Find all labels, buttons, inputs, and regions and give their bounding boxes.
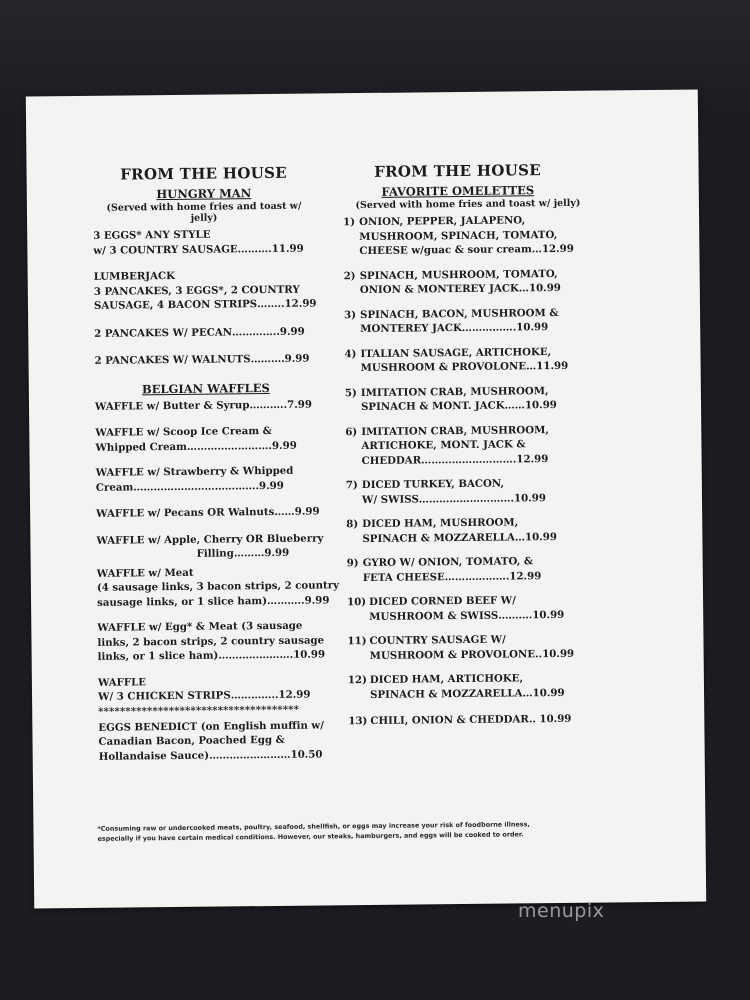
hungry-man-title: HUNGRY MAN [156, 186, 252, 202]
left-heading: FROM THE HOUSE [120, 163, 288, 184]
food-safety-footnote: *Consuming raw or undercooked meats, poultry, seafood, shellfish, or eggs may increase your risk of foodborne illness, especially if you have certain medical conditions. However, our steaks, hamburgers, and eggs will be cooked to order. [97, 820, 530, 843]
menu-item-waffle-ice-cream: WAFFLE w/ Scoop Ice Cream & Whipped Cream…………………….9.99 [95, 424, 297, 454]
omelette-item: 10) DICED CORNED BEEF W/ MUSHROOM & SWISS……….10.99 [347, 594, 565, 623]
favorite-omelettes-title: FAVORITE OMELETTES [381, 183, 535, 199]
menu-item-eggs-benedict: EGGS BENEDICT (on English muffin w/ Canadian Bacon, Poached Egg & Hollandaise Sauce)……………………10.50 [98, 718, 324, 763]
menu-item-waffle-pecans: WAFFLE w/ Pecans OR Walnuts……9.99 [96, 505, 320, 520]
menu-item-waffle-fruit: WAFFLE w/ Apple, Cherry OR Blueberry Filling………9.99 [96, 531, 324, 560]
omelette-item: 1) ONION, PEPPER, JALAPENO, MUSHROOM, SPINACH, TOMATO, CHEESE w/guac & sour cream…12.99 [343, 214, 574, 258]
belgian-waffles-title: BELGIAN WAFFLES [141, 380, 270, 396]
omelette-item: 6) IMITATION CRAB, MUSHROOM, ARTICHOKE, MONT. JACK & CHEDDAR……………………….12.99 [345, 423, 549, 467]
menu-item-pancakes-walnuts: 2 PANCAKES W/ WALNUTS……….9.99 [94, 352, 310, 367]
menu-item-waffle-egg-meat: WAFFLE w/ Egg* & Meat (3 sausage links, 2 bacon strips, 2 country sausage links, or 1 slice ham)………………….10.99 [97, 619, 326, 663]
menupix-watermark: menupix [518, 900, 605, 922]
menu-page [26, 90, 706, 909]
left-column [92, 163, 348, 764]
menu-item-pancakes-pecan: 2 PANCAKES W/ PECAN…………..9.99 [94, 325, 305, 340]
omelette-item: 2) SPINACH, MUSHROOM, TOMATO, ONION & MONTEREY JACK…10.99 [343, 267, 561, 297]
menu-item-waffle-chicken: WAFFLE W/ 3 CHICKEN STRIPS…………..12.99 [97, 675, 311, 703]
left-served-note: (Served with home fries and toast w/ jelly) [106, 200, 302, 224]
menu-item-lumberjack: LUMBERJACK 3 PANCAKES, 3 EGGS*, 2 COUNTRY SAUSAGE, 4 BACON STRIPS……..12.99 [93, 269, 317, 312]
menu-item-waffle-strawberry: WAFFLE w/ Strawberry & Whipped Cream……………………………….9.99 [95, 464, 294, 494]
omelette-item: 7) DICED TURKEY, BACON, W/ SWISS……………………….10.99 [345, 477, 546, 506]
omelette-item: 8) DICED HAM, MUSHROOM, SPINACH & MOZZARELLA…10.99 [346, 516, 557, 545]
right-heading: FROM THE HOUSE [374, 161, 542, 181]
menu-item-eggs-any-style: 3 EGGS* ANY STYLE w/ 3 COUNTRY SAUSAGE……….11.99 [93, 228, 304, 257]
omelette-item: 12) DICED HAM, ARTICHOKE, SPINACH & MOZZARELLA…10.99 [347, 672, 565, 701]
right-column [342, 160, 610, 728]
watermark-rule [512, 893, 632, 894]
omelette-item: 11) COUNTRY SAUSAGE W/ MUSHROOM & PROVOLONE..10.99 [347, 633, 575, 662]
omelette-item: 3) SPINACH, BACON, MUSHROOM & MONTEREY JACK…………….10.99 [344, 306, 559, 336]
omelette-item: 13) CHILI, ONION & CHEDDAR.. 10.99 [348, 712, 572, 728]
menu-item-waffle-butter: WAFFLE w/ Butter & Syrup………..7.99 [94, 398, 312, 413]
omelette-item: 9) GYRO W/ ONION, TOMATO, & FETA CHEESE……………….12.99 [346, 555, 542, 584]
omelette-item: 5) IMITATION CRAB, MUSHROOM, SPINACH & MONT. JACK……10.99 [344, 384, 557, 414]
star-divider: ************************************* [98, 704, 300, 718]
right-served-note: (Served with home fries and toast w/ jelly) [355, 197, 581, 212]
menu-item-waffle-meat: WAFFLE w/ Meat (4 sausage links, 3 bacon strips, 2 country sausage links, or 1 slice ham)………..9.99 [96, 566, 340, 609]
omelette-item: 4) ITALIAN SAUSAGE, ARTICHOKE, MUSHROOM & PROVOLONE…11.99 [344, 345, 569, 375]
